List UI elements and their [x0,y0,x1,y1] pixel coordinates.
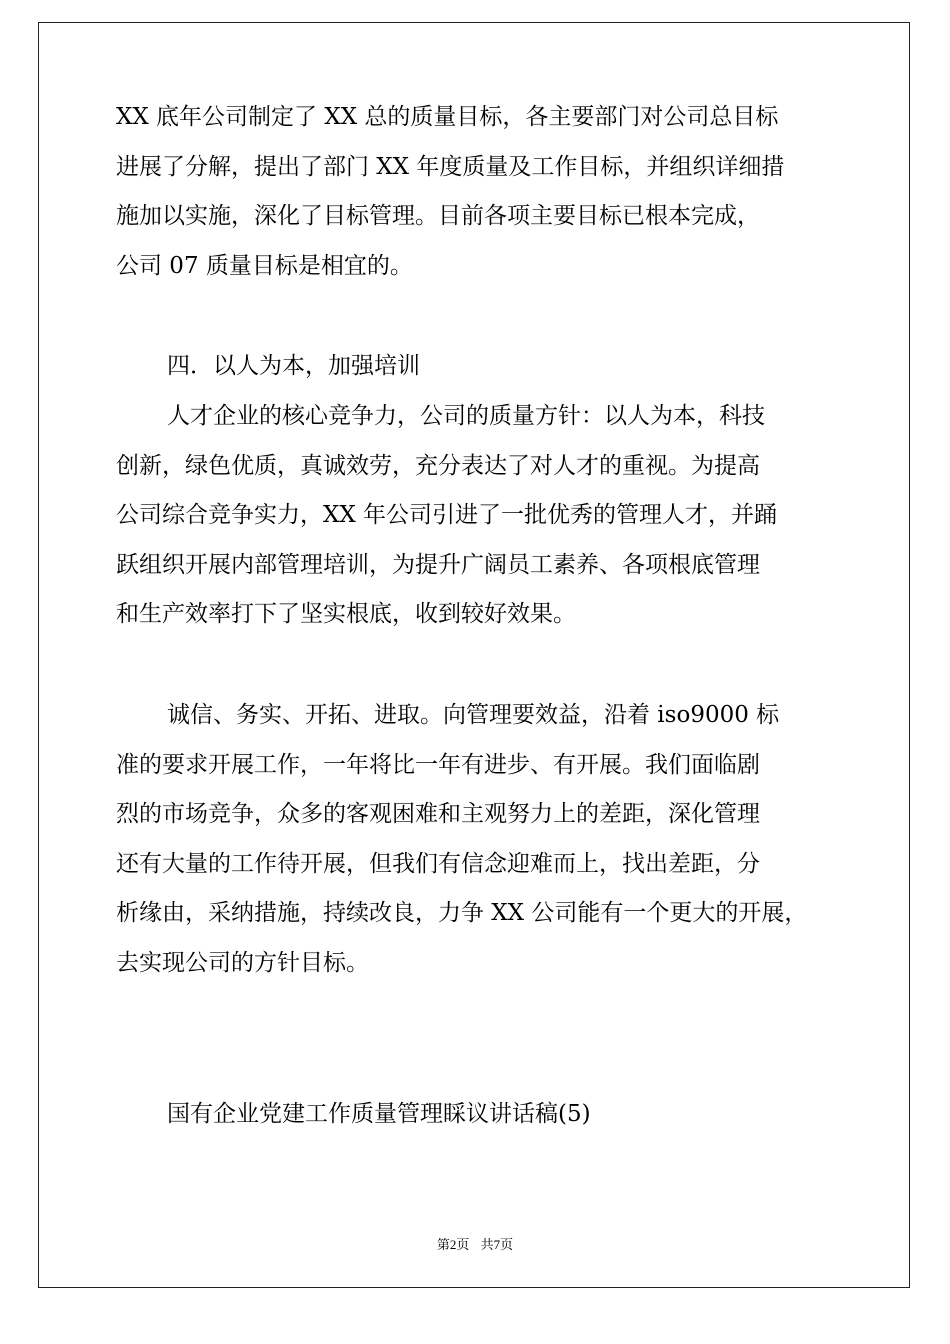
paragraph-line: 析缘由，采纳措施，持续改良，力争 XX 公司能有一个更大的开展， [116,900,808,926]
paragraph-line: 还有大量的工作待开展，但我们有信念迎难而上，找出差距，分 [116,850,760,877]
paragraph-line: 跃组织开展内部管理培训，为提升广阔员工素养、各项根底管理 [116,551,760,578]
paragraph-1 [116,93,836,291]
paragraph-line: 和生产效率打下了坚实根底，收到较好效果。 [116,601,576,627]
paragraph-line: 诚信、务实、开拓、进取。向管理要效益，沿着 iso9000 标 [167,702,780,728]
paragraph-line: 人才企业的核心竞争力，公司的质量方针：以人为本，科技 [167,403,765,429]
paragraph-line: 准的要求开展工作，一年将比一年有进步、有开展。我们面临剧 [116,751,760,778]
page-total: 共7页 [480,1237,514,1252]
paragraph-line: 公司 07 质量目标是相宜的。 [116,252,413,279]
paragraph-line: 去实现公司的方针目标。 [116,949,369,976]
section-heading: 四．以人为本，加强培训 [167,353,420,379]
paragraph-line: XX 底年公司制定了 XX 总的质量目标，各主要部门对公司总目标 [116,104,779,130]
paragraph-3 [116,691,836,988]
paragraph-line: 烈的市场竞争，众多的客观困难和主观努力上的差距，深化管理 [116,801,760,827]
paragraph-line: 公司综合竞争实力，XX 年公司引进了一批优秀的管理人才，并踊 [116,502,778,528]
paragraph-line: 进展了分解，提出了部门 XX 年度质量及工作目标，并组织详细措 [116,153,785,180]
paragraph-line: 施加以实施，深化了目标管理。目前各项主要目标已根本完成， [116,203,760,229]
section-4 [116,342,836,392]
next-title: 国有企业党建工作质量管理睬议讲话稿(5) [167,1101,591,1127]
paragraph-line: 创新，绿色优质，真诚效劳，充分表达了对人才的重视。为提高 [116,452,760,479]
paragraph-2 [116,392,836,640]
page-footer [0,1234,950,1253]
next-section [116,1090,836,1140]
page-number: 第2页 [436,1237,470,1252]
